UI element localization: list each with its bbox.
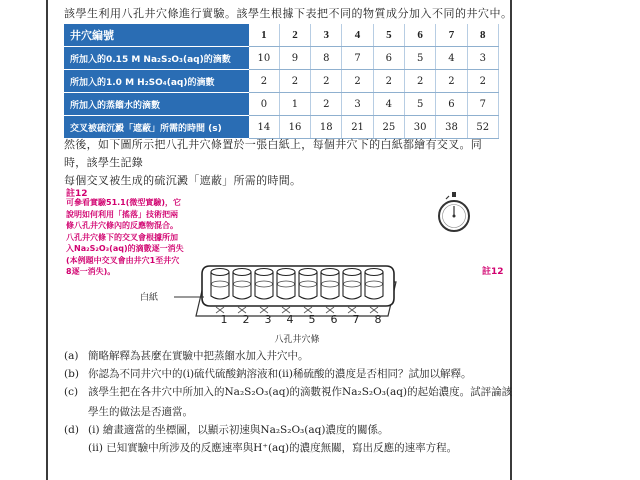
question-text: (ii) 已知實驗中所涉及的反應速率與H⁺(aq)的濃度無關，寫出反應的速率方程。: [88, 442, 458, 454]
diagram-caption: 八孔井穴條: [274, 335, 320, 345]
table-cell: 3: [467, 47, 498, 70]
table-cell: 2: [405, 70, 436, 93]
question-a: [64, 348, 309, 363]
question-text: 該學生把在各井穴中所加入的Na₂S₂O₃(aq)的滴數視作Na₂S₂O₃(aq)的起始濃度。試評論該: [88, 386, 513, 398]
well-rim: [211, 269, 229, 276]
question-text: 你認為不同井穴中的(i)硫代硫酸鈉溶液和(ii)稀硫酸的濃度是否相同？試加以解釋。: [88, 368, 472, 380]
row-label: 交叉被硫沉澱「遮蔽」所需的時間 (s): [64, 116, 249, 139]
well-number-label: 2: [242, 313, 250, 326]
well-number: 1: [249, 24, 279, 47]
table-cell: 30: [405, 116, 436, 139]
table-cell: 2: [311, 93, 342, 116]
well-number: 7: [436, 24, 467, 47]
question-label: (b): [64, 368, 79, 380]
well-number-label: 8: [374, 313, 382, 326]
table-cell: 9: [279, 47, 310, 70]
well-number: 5: [373, 24, 404, 47]
well-number-label: 3: [264, 313, 272, 326]
well-number-label: 1: [220, 313, 228, 326]
side-note-line: 條八孔井穴條內的反應物混合。: [66, 221, 178, 230]
question-label: (d): [64, 424, 79, 436]
question-c: [64, 384, 512, 399]
side-note-line: (本例題中交叉會由井穴1至井穴: [66, 255, 180, 265]
well-rim: [343, 269, 361, 276]
row-label: 所加入的蒸餾水的滴數: [64, 93, 249, 116]
question-d-ii: [64, 440, 457, 455]
table-cell: 1: [279, 93, 310, 116]
question-d-i: [64, 422, 388, 437]
table-cell: 38: [436, 116, 467, 139]
experiment-table: [64, 24, 499, 139]
table-cell: 2: [249, 70, 279, 93]
side-note-line: 八孔井穴條下的交叉會根據所加: [66, 232, 178, 242]
well-rim: [321, 269, 339, 276]
row-label: 所加入的1.0 M H₂SO₄(aq)的滴數: [64, 70, 249, 93]
paper-label: 白紙: [140, 293, 159, 303]
page-border-right: [510, 0, 512, 480]
table-cell: 14: [249, 116, 279, 139]
table-cell: 25: [373, 116, 404, 139]
table-header-row: [64, 24, 499, 47]
row-label: 所加入的0.15 M Na₂S₂O₃(aq)的滴數: [64, 47, 249, 70]
question-b: [64, 366, 471, 381]
margin-note-label: 註12: [482, 267, 504, 277]
well-number-label: 5: [308, 313, 316, 326]
table-row: [64, 93, 499, 116]
table-cell: 2: [342, 70, 373, 93]
question-c-continued: [64, 404, 193, 419]
table-cell: 3: [342, 93, 373, 116]
well-number: 6: [405, 24, 436, 47]
table-cell: 0: [249, 93, 279, 116]
table-cell: 18: [311, 116, 342, 139]
table-cell: 5: [405, 93, 436, 116]
well-rim: [255, 269, 273, 276]
well-rim: [233, 269, 251, 276]
question-text: (i) 繪畫適當的坐標圖，以顯示初速與Na₂S₂O₃(aq)濃度的關係。: [88, 424, 389, 436]
well-number-label: 6: [330, 313, 338, 326]
well-rim: [365, 269, 383, 276]
intro-text: 該學生利用八孔井穴條進行實驗。該學生根據下表把不同的物質成分加入不同的井穴中。: [64, 7, 513, 20]
side-note-line: 入Na₂S₂O₃(aq)的滴數逐一消失: [66, 244, 184, 253]
page-border-left: [46, 0, 48, 480]
table-cell: 16: [279, 116, 310, 139]
side-note-line: 8逐一消失)。: [66, 267, 116, 276]
table-cell: 2: [311, 70, 342, 93]
table-cell: 10: [249, 47, 279, 70]
question-text: 學生的做法是否適當。: [88, 406, 193, 418]
table-cell: 8: [311, 47, 342, 70]
eight-well-strip: [202, 266, 394, 306]
well-rim: [277, 269, 295, 276]
side-note-line: 說明如何利用「搖落」技術把兩: [66, 209, 178, 219]
table-cell: 7: [467, 93, 498, 116]
table-cell: 21: [342, 116, 373, 139]
table-row: [64, 47, 499, 70]
well-number-label: 4: [286, 313, 294, 326]
table-cell: 2: [467, 70, 498, 93]
well-number: 2: [279, 24, 310, 47]
well-number: 3: [311, 24, 342, 47]
side-note-line: 可參看實驗51.1(微型實驗)，它: [66, 198, 182, 207]
question-label: (a): [64, 350, 79, 362]
table-cell: 2: [373, 70, 404, 93]
table-cell: 6: [373, 47, 404, 70]
question-text: 簡略解釋為甚麼在實驗中把蒸餾水加入井穴中。: [88, 350, 309, 362]
table-cell: 2: [279, 70, 310, 93]
table-cell: 5: [405, 47, 436, 70]
paragraph-line: 每個交叉被生成的硫沉澱「遮蔽」所需的時間。: [64, 174, 302, 187]
table-cell: 4: [373, 93, 404, 116]
well-number: 4: [342, 24, 373, 47]
paragraph-line: 然後，如下圖所示把八孔井穴條置於一張白紙上，每個井穴下的白紙都繪有交叉。同時，該學生記錄: [64, 138, 483, 169]
table-cell: 6: [436, 93, 467, 116]
table-cell: 2: [436, 70, 467, 93]
well-number: 8: [467, 24, 498, 47]
table-cell: 52: [467, 116, 498, 139]
stopwatch-icon: [439, 192, 469, 231]
table-cell: 7: [342, 47, 373, 70]
well-number-label: 7: [352, 313, 360, 326]
table-header-label: 井穴編號: [64, 24, 249, 47]
well-strip-diagram: [140, 186, 480, 346]
table-row: [64, 70, 499, 93]
side-note-label: 註12: [66, 189, 88, 199]
description-paragraph: [64, 136, 504, 190]
well-rim: [299, 269, 317, 276]
question-label: (c): [64, 386, 79, 398]
table-cell: 4: [436, 47, 467, 70]
